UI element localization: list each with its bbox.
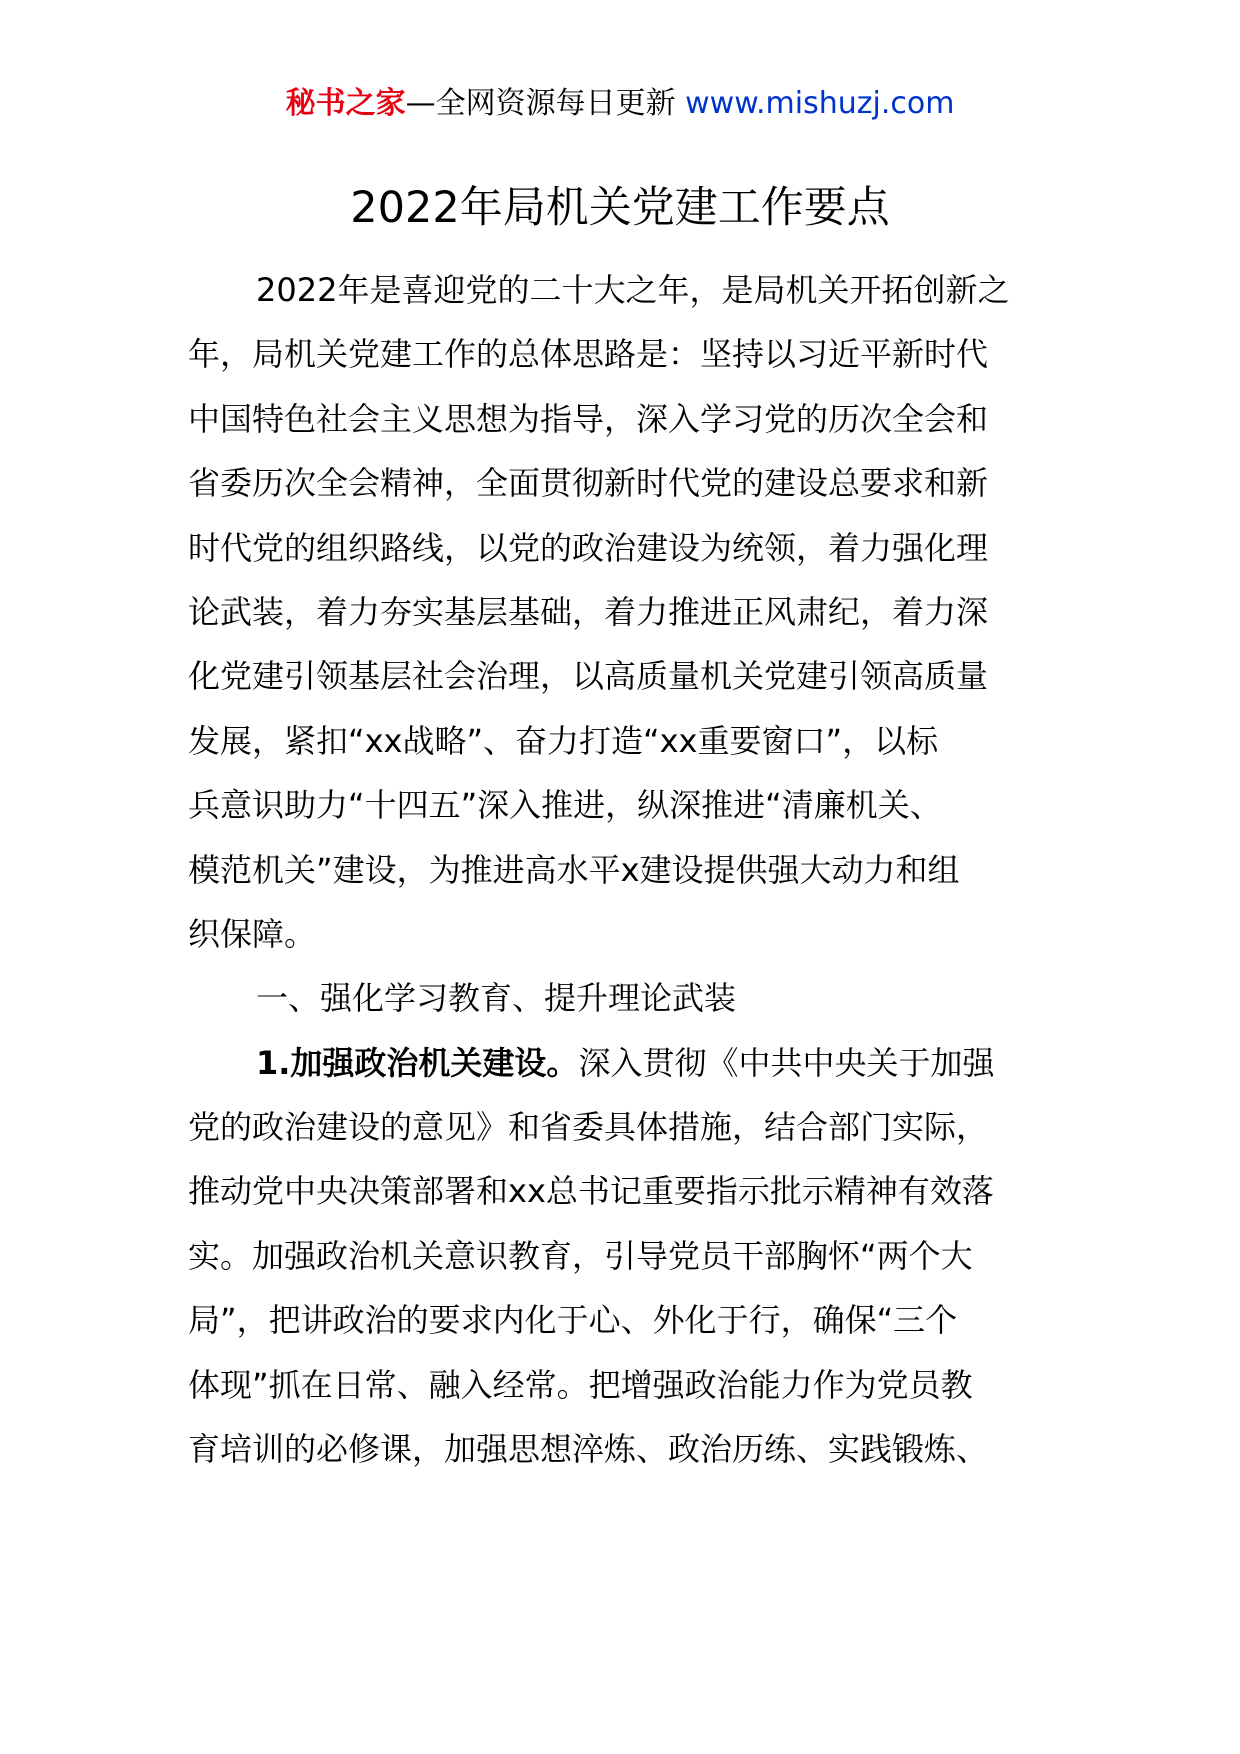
document-body [188, 258, 1068, 1481]
section-heading: 一、强化学习教育、提升理论武装 [256, 979, 737, 1018]
item-text: 深入贯彻《中共中央关于加强 [578, 1043, 995, 1082]
intro-line: 时代党的组织路线，以党的政治建设为统领，着力强化理 [188, 528, 989, 567]
intro-line: 中国特色社会主义思想为指导，深入学习党的历次全会和 [188, 399, 989, 438]
item-line: 实。加强政治机关意识教育，引导党员干部胸怀“两个大 [188, 1236, 973, 1275]
item-heading: 1.加强政治机关建设。 [256, 1043, 579, 1082]
intro-line: 2022年是喜迎党的二十大之年，是局机关开拓创新之 [256, 271, 1010, 309]
site-header [0, 84, 1240, 124]
item-line: 局”，把讲政治的要求内化于心、外化于行，确保“三个 [188, 1301, 958, 1340]
intro-line: 省委历次全会精神，全面贯彻新时代党的建设总要求和新 [188, 464, 989, 503]
intro-line: 化党建引领基层社会治理，以高质量机关党建引领高质量 [188, 657, 989, 696]
intro-line: 模范机关”建设，为推进高水平x建设提供强大动力和组 [188, 850, 960, 889]
site-url-link[interactable]: www.mishuzj.com [685, 86, 955, 121]
item-first-line [188, 1031, 1068, 1095]
item-line: 体现”抓在日常、融入经常。把增强政治能力作为党员教 [188, 1365, 973, 1404]
brand-name: 秘书之家 [285, 86, 406, 121]
intro-line: 发展，紧扣“xx战略”、奋力打造“xx重要窗口”，以标 [188, 721, 939, 760]
item-line: 党的政治建设的意见》和省委具体措施，结合部门实际， [188, 1108, 989, 1147]
intro-line: 兵意识助力“十四五”深入推进，纵深推进“清廉机关、 [188, 786, 942, 825]
intro-line: 年，局机关党建工作的总体思路是：坚持以习近平新时代 [188, 335, 989, 374]
header-tagline: —全网资源每日更新 [405, 86, 676, 121]
item-line: 推动党中央决策部署和xx总书记重要指示批示精神有效落 [188, 1172, 994, 1211]
intro-line: 论武装，着力夯实基层基础，着力推进正风肃纪，着力深 [188, 592, 989, 631]
intro-line: 织保障。 [188, 914, 317, 953]
item-line: 育培训的必修课，加强思想淬炼、政治历练、实践锻炼、 [188, 1430, 989, 1469]
document-title: 2022年局机关党建工作要点 [350, 183, 890, 233]
